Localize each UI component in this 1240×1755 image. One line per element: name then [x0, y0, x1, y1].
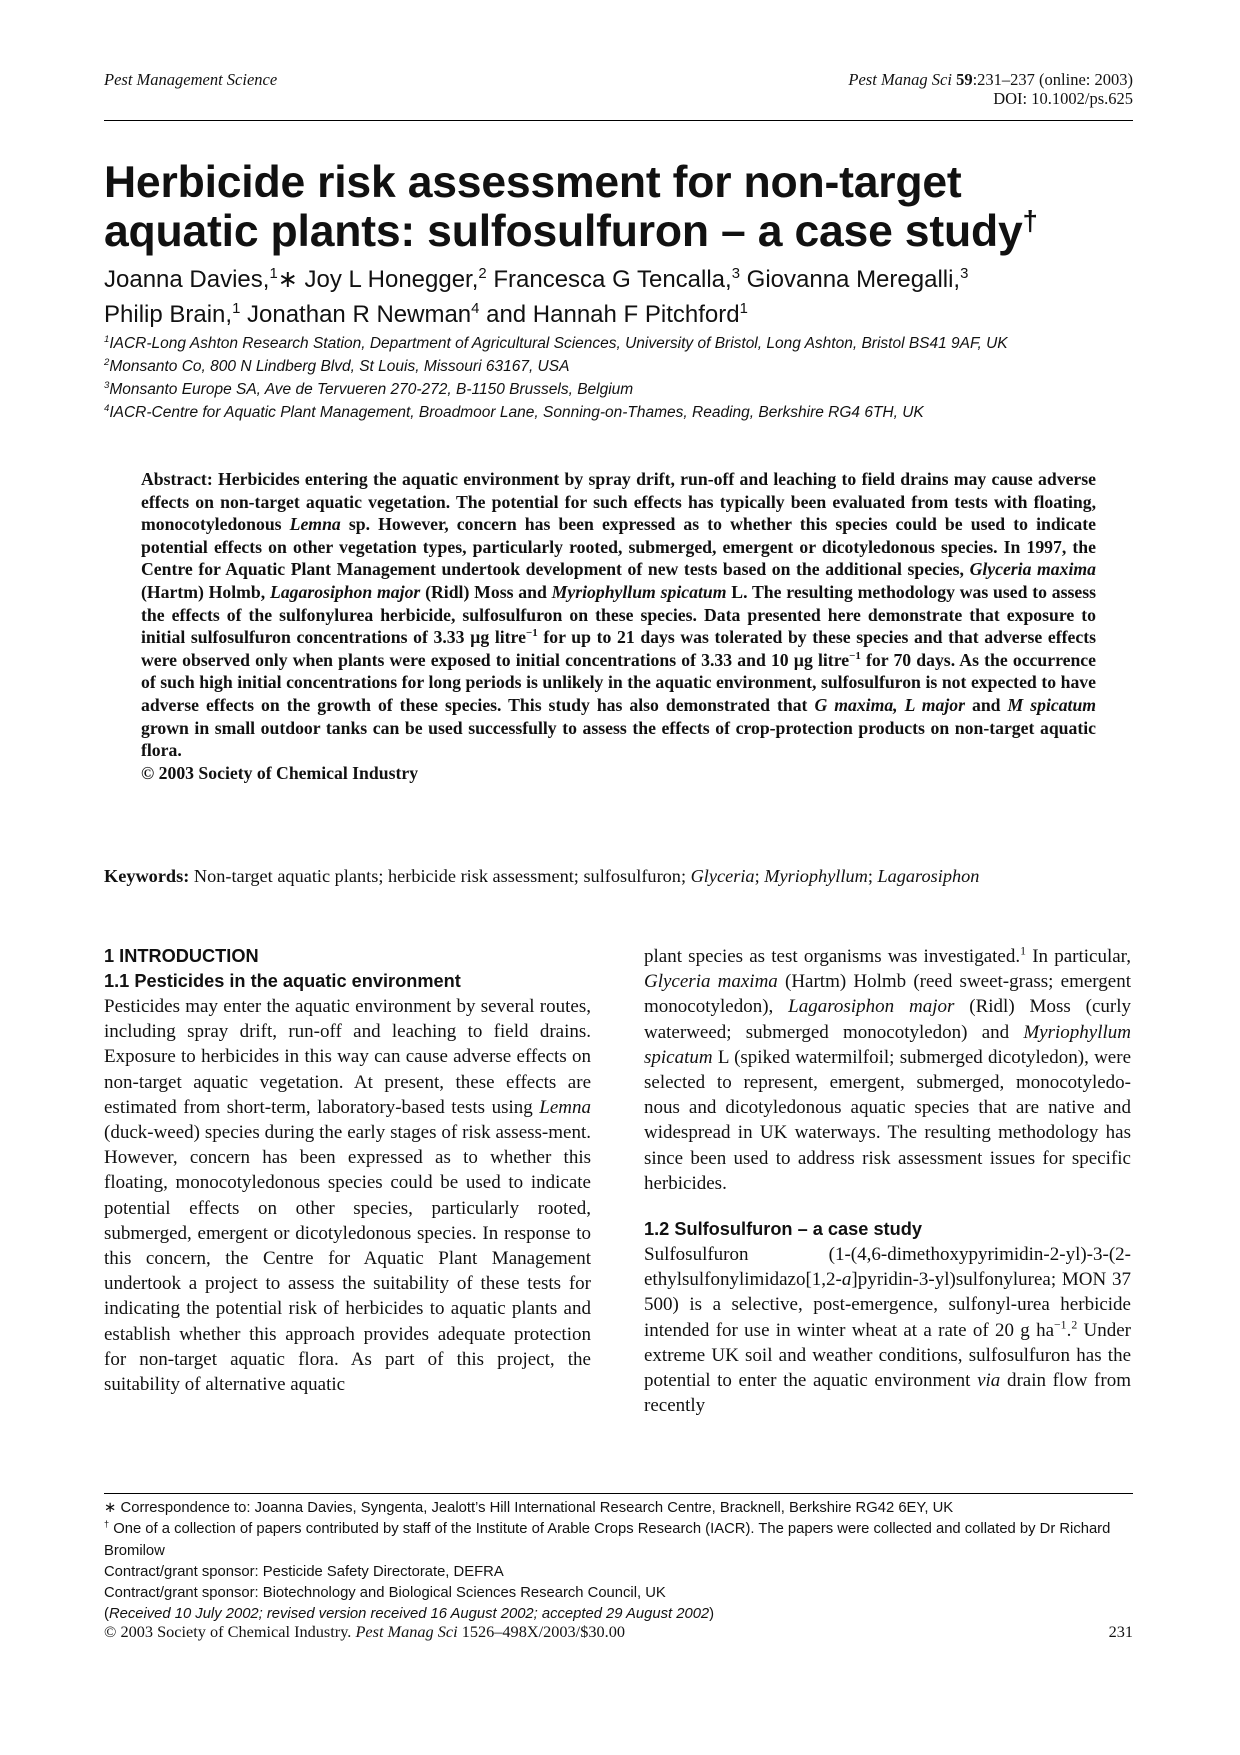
body-text: Under extreme UK soil and weather conditions, sulfosulfuron has the potential to enter the aquatic environment [644, 1319, 1132, 1392]
reference-number: 1 [1020, 944, 1026, 958]
page-title [104, 158, 1144, 256]
abstract-copyright: © 2003 Society of Chemical Industry [141, 762, 419, 783]
keyword: Lagarosiphon [877, 866, 980, 886]
body-text: plant species as test organisms was investigated. [644, 946, 1021, 967]
citation-volume: 59 [956, 70, 973, 89]
subsection-heading: 1.2 Sulfosulfuron – a case study [644, 1219, 922, 1240]
affiliation-text: Monsanto Europe SA, Ave de Tervueren 270-272, B-1150 Brussels, Belgium [109, 381, 634, 398]
footnote-sponsor: Contract/grant sponsor: Biotechnology and Biological Sciences Research Council, UK [104, 1585, 666, 1602]
title-line-1: Herbicide risk assessment for non-target [104, 158, 962, 207]
body-paragraph [644, 944, 1131, 1196]
affiliation [104, 401, 1144, 424]
section-heading: 1 INTRODUCTION [104, 946, 259, 966]
affiliation-number: 2 [104, 356, 110, 368]
species-name: Glyceria maxima [644, 971, 778, 993]
body-paragraph [104, 994, 591, 1397]
affiliation-text: Monsanto Co, 800 N Lindberg Blvd, St Louis, Missouri 63167, USA [109, 358, 570, 375]
author-name: Giovanna Meregalli, [746, 266, 961, 293]
footnotes [104, 1498, 1134, 1626]
citation [848, 70, 1133, 89]
body-text: . [1066, 1319, 1072, 1341]
author-list [104, 262, 1144, 332]
affiliation [104, 332, 1144, 355]
abstract-text: L. The resulting methodology was used to assess the effects of the sulfonylurea herbicide, sulfosulfuron on these species. Data presented here demonstrate that exposure to initial sulfosulfuron concentrations of 3.33 µg litre [141, 581, 1097, 648]
spacer [644, 1196, 1131, 1217]
affiliation [104, 378, 1144, 401]
author-name: Francesca G Tencalla, [493, 266, 732, 293]
species-name: Myriophyllum spicatum [644, 1021, 1132, 1068]
author-affil: 4 [471, 301, 480, 317]
exponent: −1 [849, 649, 861, 662]
body-text: drain flow from recently [644, 1370, 1131, 1417]
keyword: Glyceria [690, 866, 755, 886]
abstract-text: for up to 21 days was tolerated by these species and that adverse effects were observed only when plants were exposed to initial concentrations of 3.33 and 10 µg litre [141, 627, 1096, 670]
copyright-text: © 2003 Society of Chemical Industry. [104, 1622, 352, 1641]
author-affil: 1 [269, 266, 278, 282]
abstract-text: grown in small outdoor tanks can be used successfully to assess the effects of crop-protection products on non-target aquatic flora. [141, 717, 1096, 761]
exponent: −1 [1054, 1318, 1067, 1332]
body-text: L (spiked watermilfoil; submerged dicotyledon), were selected to represent, emergent, submerged, monocotyledo-nous and dicotyledonous aquatic species that are native and widespread in UK waterways. The resulting methodology has since been used to address risk assessment issues for specific herbicides. [644, 1046, 1132, 1194]
affiliation-list [104, 332, 1144, 424]
affiliation-number: 1 [104, 333, 110, 345]
abstract-text: (Hartm) Holmb, [141, 581, 266, 602]
header-rule [104, 120, 1133, 121]
journal-name: Pest Management Science [104, 70, 278, 89]
footnote-rule [104, 1493, 1133, 1494]
body-text: ]pyridin-3-yl)sulfonylurea; MON 37 500) is a selective, post-emergence, sulfonyl-urea herbicide intended for use in winter wheat at a rate of 20 g ha [644, 1269, 1131, 1341]
footnote-text: One of a collection of papers contributed by staff of the Institute of Arable Crops Research (IACR). The papers were collected and collated by Dr Richard Bromilow [104, 1521, 1111, 1559]
body-text: Sulfosulfuron (1-(4,6-dimethoxypyrimidin-2-yl)-3-(2-ethylsulfonylimidazo[1,2- [644, 1244, 1131, 1291]
affiliation-text: IACR-Long Ashton Research Station, Department of Agricultural Sciences, University of Bristol, Long Ashton, Bristol BS41 9AF, UK [109, 335, 1008, 352]
author-affil: 3 [731, 266, 740, 282]
body-paragraph [644, 1242, 1131, 1418]
abstract-text: and [971, 694, 1001, 715]
author-name: Philip Brain, [104, 301, 233, 328]
abstract [141, 468, 1096, 784]
affiliation [104, 355, 1144, 378]
body-text: (Ridl) Moss (curly waterweed; submerged monocotyledon) and [644, 996, 1131, 1043]
corresponding-mark: ∗ [277, 266, 298, 293]
affiliation-number: 3 [104, 379, 110, 391]
received-dates: Received 10 July 2002; revised version received 16 August 2002; accepted 29 August 2002 [108, 1606, 710, 1623]
italic-letter: a [841, 1269, 852, 1291]
exponent: −1 [525, 627, 538, 640]
doi: DOI: 10.1002/ps.625 [993, 89, 1133, 108]
author-affil: 1 [232, 301, 241, 317]
species-name: Lagarosiphon major [788, 996, 955, 1018]
species-name: Myriophyllum spicatum [551, 581, 727, 602]
species-name: Glyceria maxima [969, 559, 1096, 580]
species-name: Lagarosiphon major [270, 581, 421, 602]
title-line-2: aquatic plants: sulfosulfuron – a case study [104, 207, 1023, 256]
citation-pages: :231–237 (online: 2003) [972, 70, 1133, 89]
species-name: M spicatum [1007, 694, 1097, 715]
footnote-mark: † [104, 1519, 110, 1530]
affiliation-text: IACR-Centre for Aquatic Plant Management, Broadmoor Lane, Sonning-on-Thames, Reading, Berkshire RG4 6TH, UK [109, 404, 924, 421]
footnote-collection [104, 1519, 1134, 1562]
species-name: Lemna [289, 514, 341, 535]
abstract-text: sp. However, concern has been expressed as to whether this species could be used to indicate potential effects on other vegetation types, particularly rooted, submerged, emergent or dicotyledonous species. In 1997, the Centre for Aquatic Plant Management undertook development of new tests based on the additional species, [141, 514, 1097, 580]
citation-block [848, 70, 1133, 108]
author-name: Jonathan R Newman [247, 301, 472, 328]
title-dagger: † [1022, 205, 1038, 237]
abstract-text: for 70 days. As the occurrence of such high initial concentrations for long periods is unlikely in the aquatic environment, sulfosulfuron is not expected to have adverse effects on the growth of these species. This study has also demonstrated that [141, 649, 1096, 715]
footer-copyright [104, 1622, 625, 1642]
column-left [104, 944, 591, 1397]
subsection-heading: 1.1 Pesticides in the aquatic environment [104, 971, 461, 991]
keyword: Myriophyllum [764, 866, 868, 886]
body-text: (duck-weed) species during the early stages of risk assess-ment. However, concern has been expressed as to whether this floating, monocotyledonous species could be used to indicate potential effects on other species, particularly rooted, submerged, emergent or dicotyledonous species. In response to this concern, the Centre for Aquatic Plant Management undertook a project to assess the suitability of these tests for indicating the potential risk of herbicides to aquatic plants and establish whether this approach provides adequate protection for non-target aquatic flora. As part of this project, the suitability of alternative aquatic [104, 1122, 591, 1396]
author-name: Joanna Davies, [104, 266, 270, 293]
abstract-text: Herbicides entering the aquatic environment by spray drift, run-off and leaching to field drains may cause adverse effects on non-target aquatic vegetation. The potential for such effects has typically been evaluated from tests with floating, monocotyledonous [141, 469, 1097, 535]
author-affil: 3 [960, 266, 969, 282]
abstract-label: Abstract: [141, 469, 213, 489]
footnote-received: (Received 10 July 2002; revised version received 16 August 2002; accepted 29 August 2002) [104, 1606, 715, 1623]
page-number: 231 [1108, 1622, 1133, 1641]
footnote-sponsor: Contract/grant sponsor: Pesticide Safety Directorate, DEFRA [104, 1563, 504, 1580]
journal-abbrev: Pest Manag Sci [355, 1622, 458, 1641]
body-text: In particular, [1032, 946, 1132, 967]
reference-number: 2 [1071, 1318, 1078, 1332]
species-name: Lemna [539, 1096, 591, 1118]
footnote-text: Correspondence to: Joanna Davies, Syngenta, Jealott’s Hill International Research Centre, Bracknell, Berkshire RG42 6EY, UK [120, 1500, 954, 1516]
body-text: (Hartm) Holmb (reed sweet-grass; emergent monocotyledon), [644, 971, 1131, 1018]
species-name: G maxima, L major [814, 694, 965, 715]
author-name: and Hannah F Pitchford [486, 301, 740, 328]
italic-word: via [977, 1370, 1001, 1392]
column-right [644, 944, 1131, 1418]
author-affil: 2 [478, 266, 487, 282]
issn: 1526–498X/2003/$30.00 [461, 1622, 625, 1641]
author-name: Joy L Honegger, [304, 266, 479, 293]
body-text: Pesticides may enter the aquatic environment by several routes, including spray drift, run-off and leaching to field drains. Exposure to herbicides in this way can cause adverse effects on non-target aquatic vegetation. At present, these effects are estimated from short-term, laboratory-based tests using [104, 996, 591, 1118]
keywords-text: Non-target aquatic plants; herbicide risk assessment; sulfosulfuron; [193, 866, 687, 886]
affiliation-number: 4 [104, 402, 110, 414]
author-affil: 1 [739, 301, 748, 317]
keywords: Keywords: Non-target aquatic plants; herbicide risk assessment; sulfosulfuron; Glyceria; Myriophyllum; Lagarosiphon [104, 866, 980, 886]
footnote-correspondence [104, 1498, 1134, 1519]
abstract-text: (Ridl) Moss and [425, 581, 547, 602]
keywords-label: Keywords: [104, 866, 190, 886]
citation-journal: Pest Manag Sci [848, 70, 957, 89]
footnote-mark: ∗ [104, 1500, 117, 1516]
